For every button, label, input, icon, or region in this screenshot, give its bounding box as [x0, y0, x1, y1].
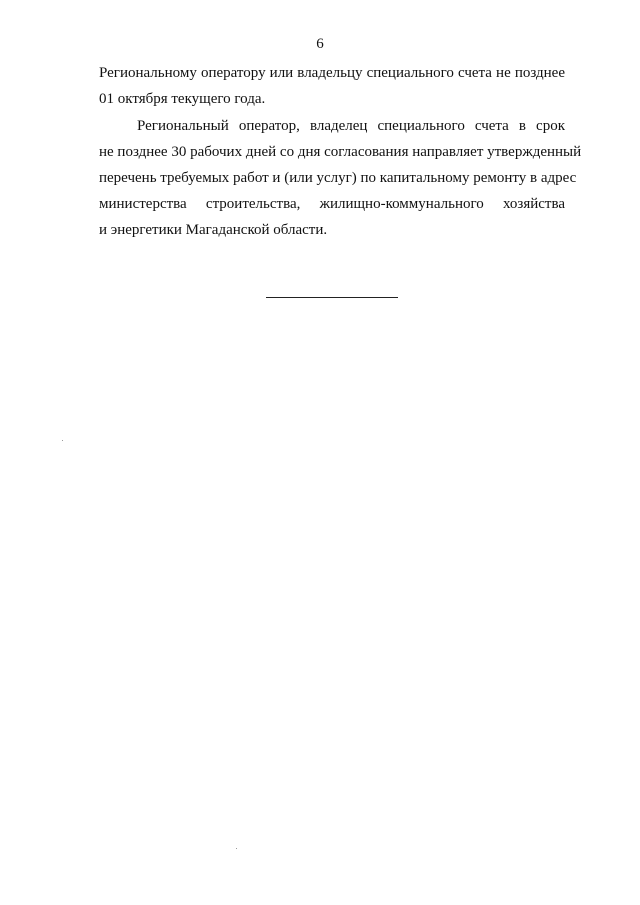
- page-number: 6: [316, 36, 324, 52]
- paragraph-2-line-4: министерства строительства, жилищно-коммунального хозяйства: [99, 196, 565, 212]
- paragraph-2-line-5: и энергетики Магаданской области.: [99, 222, 328, 238]
- paragraph-2-line-3: перечень требуемых работ и (или услуг) по капитальному ремонту в адрес: [99, 170, 577, 186]
- end-separator-line: [266, 297, 398, 298]
- paragraph-1-line-1: Региональному оператору или владельцу специального счета не позднее: [99, 65, 565, 81]
- scan-speck: [236, 848, 237, 849]
- paragraph-1-line-2: 01 октября текущего года.: [99, 91, 266, 107]
- paragraph-2-line-2: не позднее 30 рабочих дней со дня согласования направляет утвержденный: [99, 144, 582, 160]
- scan-speck: [62, 440, 63, 441]
- paragraph-2-line-1: Региональный оператор, владелец специального счета в срок: [137, 118, 565, 134]
